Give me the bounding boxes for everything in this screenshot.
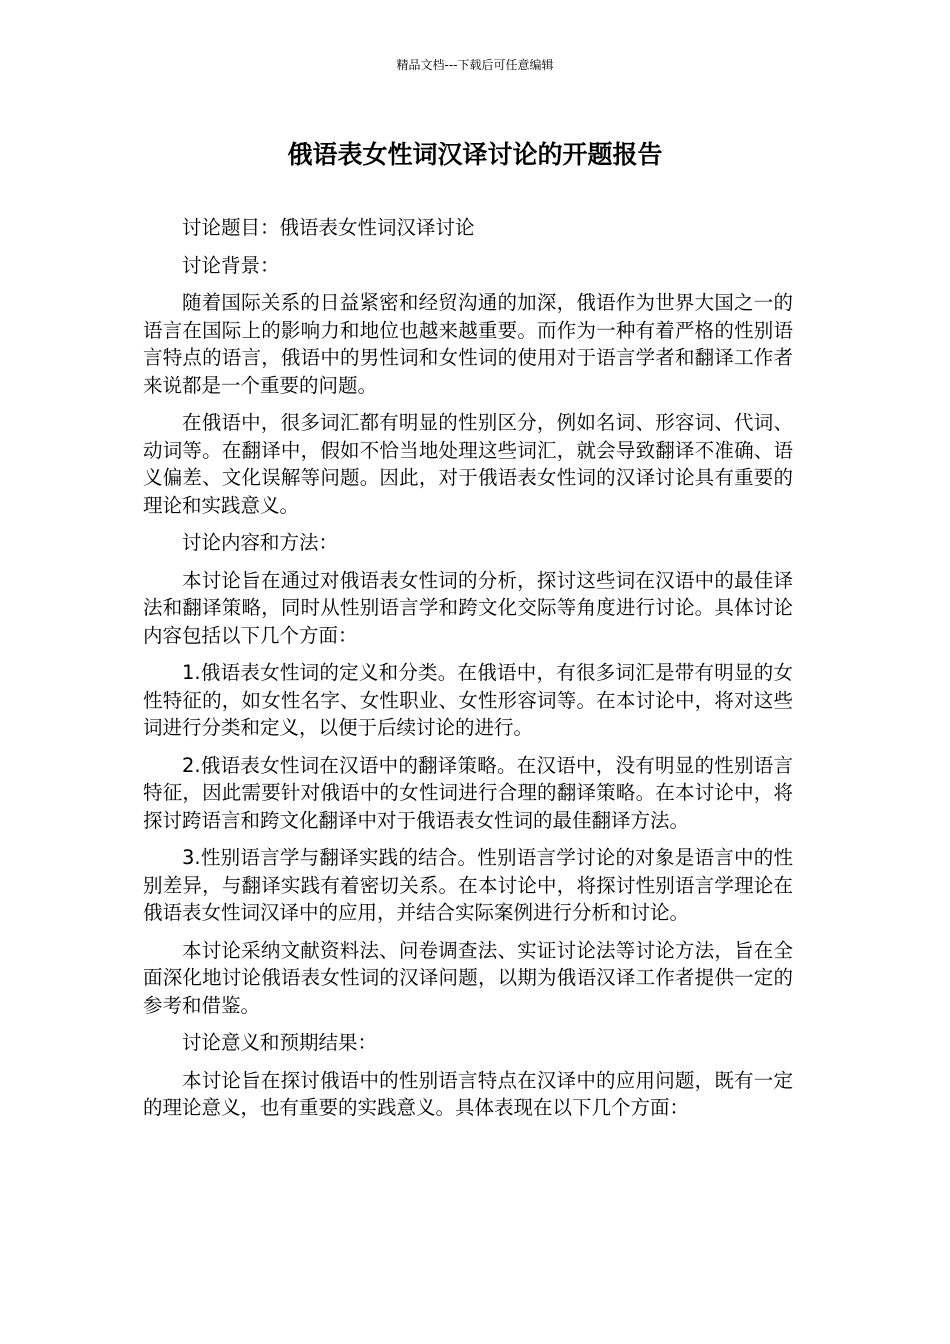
section-heading-significance: 讨论意义和预期结果： — [182, 1031, 378, 1054]
background-paragraph: 随着国际关系的日益紧密和经贸沟通的加深，俄语作为世界大国之一的语言在国际上的影响力和地位也越来越重要。而作为一种有着严格的性别语言特点的语言，俄语中的男性词和女性词的使用对于语言学者和翻译工作者来说都是一个重要的问题。 — [143, 291, 793, 397]
topic-line: 讨论题目：俄语表女性词汉译讨论 — [182, 216, 475, 239]
page-header: 精品文档---下载后可任意编辑 — [396, 58, 554, 72]
content-item: 1.俄语表女性词的定义和分类。在俄语中，有很多词汇是带有明显的女性特征的，如女性名字、女性职业、女性形容词等。在本讨论中，将对这些词进行分类和定义，以便于后续讨论的进行。 — [143, 661, 793, 739]
content-paragraph: 本讨论旨在通过对俄语表女性词的分析，探讨这些词在汉语中的最佳译法和翻译策略，同时从性别语言学和跨文化交际等角度进行讨论。具体讨论内容包括以下几个方面： — [143, 568, 793, 647]
section-heading-background: 讨论背景： — [182, 253, 280, 277]
content-item: 3.性别语言学与翻译实践的结合。性别语言学讨论的对象是语言中的性别差异，与翻译实践有着密切关系。在本讨论中，将探讨性别语言学理论在俄语表女性词汉译中的应用，并结合实际案例进行分析和讨论。 — [143, 846, 793, 924]
document-title: 俄语表女性词汉译讨论的开题报告 — [287, 140, 663, 169]
document-body — [143, 214, 793, 1132]
method-paragraph: 本讨论采纳文献资料法、问卷调查法、实证讨论法等讨论方法，旨在全面深化地讨论俄语表女性词的汉译问题，以期为俄语汉译工作者提供一定的参考和借鉴。 — [143, 938, 793, 1017]
significance-paragraph: 本讨论旨在探讨俄语中的性别语言特点在汉译中的应用问题，既有一定的理论意义，也有重要的实践意义。具体表现在以下几个方面： — [143, 1068, 793, 1119]
background-paragraph: 在俄语中，很多词汇都有明显的性别区分，例如名词、形容词、代词、动词等。在翻译中，假如不恰当地处理这些词汇，就会导致翻译不准确、语义偏差、文化误解等问题。因此，对于俄语表女性词的汉译讨论具有重要的理论和实践意义。 — [143, 411, 793, 517]
content-item: 2.俄语表女性词在汉语中的翻译策略。在汉语中，没有明显的性别语言特征，因此需要针对俄语中的女性词进行合理的翻译策略。在本讨论中，将探讨跨语言和跨文化翻译中对于俄语表女性词的最佳翻译方法。 — [143, 753, 793, 832]
section-heading-content-method: 讨论内容和方法： — [182, 531, 339, 554]
